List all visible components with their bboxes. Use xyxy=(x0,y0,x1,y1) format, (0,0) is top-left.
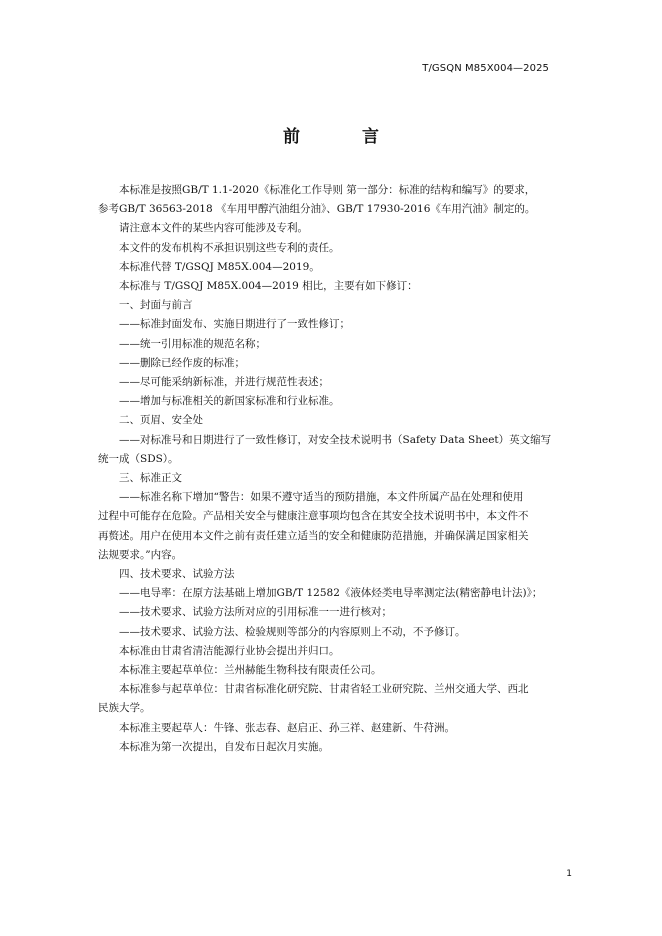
paragraph: 本标准参与起草单位：甘肃省标准化研究院、甘肃省轻工业研究院、兰州交通大学、西北 xyxy=(119,683,529,696)
paragraph: 本标准由甘肃省清洁能源行业协会提出并归口。 xyxy=(119,644,340,657)
paragraph-continuation: 再赘述。用户在使用本文件之前有责任建立适当的安全和健康防范措施，并确保满足国家相关 xyxy=(98,529,529,542)
foreword-body xyxy=(98,181,564,757)
paragraph: 本标准与 T/GSQJ M85X.004—2019 相比，主要有如下修订： xyxy=(119,280,418,293)
paragraph: 请注意本文件的某些内容可能涉及专利。 xyxy=(119,222,308,235)
paragraph: 本标准主要起草单位：兰州赫能生物科技有限责任公司。 xyxy=(119,664,382,677)
list-item: ——尽可能采纳新标准，并进行规范性表述； xyxy=(119,376,329,389)
paragraph: 本文件的发布机构不承担识别这些专利的责任。 xyxy=(119,241,340,254)
list-item: ——技术要求、试验方法所对应的引用标准一一进行核对； xyxy=(119,606,392,619)
paragraph: 本标准是按照GB/T 1.1-2020《标准化工作导则 第一部分：标准的结构和编写》的要求， xyxy=(119,184,536,196)
section-heading: 四、技术要求、试验方法 xyxy=(119,568,235,581)
list-item: ——标准名称下增加“警告：如果不遵守适当的预防措施，本文件所属产品在处理和使用 xyxy=(119,491,524,504)
paragraph: 本标准为第一次提出，自发布日起次月实施。 xyxy=(119,740,329,753)
paragraph-continuation: 民族大学。 xyxy=(98,702,151,715)
section-heading: 一、封面与前言 xyxy=(119,299,193,312)
paragraph: 本标准主要起草人：牛锋、张志春、赵启正、孙三祥、赵建新、牛苻洲。 xyxy=(119,721,455,734)
list-item: ——统一引用标准的规范名称； xyxy=(119,337,266,350)
paragraph-continuation: 统一成（SDS）。 xyxy=(98,452,179,465)
paragraph-continuation: 参考GB/T 36563-2018 《车用甲醇汽油组分油》、GB/T 17930-2016《车用汽油》制定的。 xyxy=(98,203,536,216)
list-item: ——对标准号和日期进行了一致性修订，对安全技术说明书（Safety Data Sheet）英文缩写 xyxy=(119,433,552,446)
paragraph: 本标准代替 T/GSQJ M85X.004—2019。 xyxy=(119,260,320,273)
page-number: 1 xyxy=(566,869,572,879)
list-item: ——电导率：在原方法基础上增加GB/T 12582《液体烃类电导率测定法(精密静电计法)》； xyxy=(119,587,543,600)
list-item: ——删除已经作废的标准； xyxy=(119,356,245,369)
list-item: ——技术要求、试验方法、检验规则等部分的内容原则上不动，不予修订。 xyxy=(119,625,466,638)
section-heading: 二、页眉、安全处 xyxy=(119,414,203,427)
list-item: ——增加与标准相关的新国家标准和行业标准。 xyxy=(119,395,340,408)
list-item: ——标准封面发布、实施日期进行了一致性修订； xyxy=(119,318,350,331)
document-code: T/GSQN M85X004—2025 xyxy=(422,63,549,74)
paragraph-continuation: 法规要求。”内容。 xyxy=(98,548,183,561)
paragraph-continuation: 过程中可能存在危险。产品相关安全与健康注意事项均包含在其安全技术说明书中，本文件不 xyxy=(98,510,529,523)
page-title: 前 言 xyxy=(283,127,407,147)
section-heading: 三、标准正文 xyxy=(119,472,182,485)
